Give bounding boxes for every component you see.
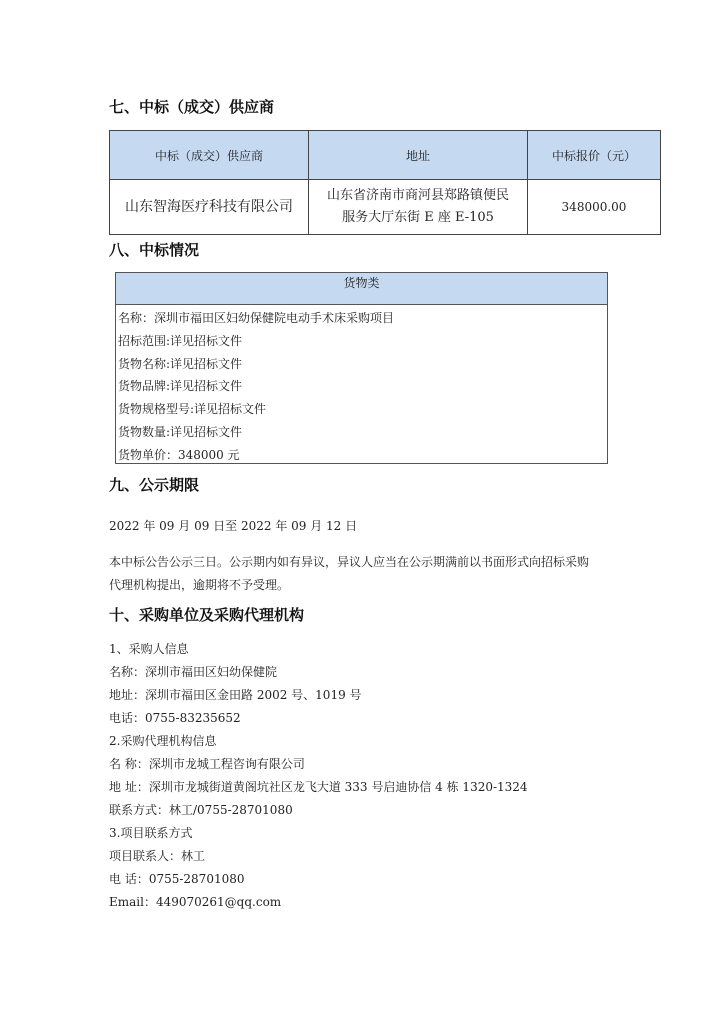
supplier-address xyxy=(309,180,528,235)
goods-unit-price: 货物单价：348000 元 xyxy=(118,447,240,462)
purchaser-name: 名称：深圳市福田区妇幼保健院 xyxy=(109,665,278,679)
table-row xyxy=(110,180,661,235)
project-contact-person: 项目联系人：林工 xyxy=(109,849,206,863)
agency-contact: 联系方式：林工/0755-28701080 xyxy=(109,803,293,817)
goods-brand: 货物品牌:详见招标文件 xyxy=(118,379,243,394)
goods-category-header: 货物类 xyxy=(116,273,607,305)
section-7-heading: 七、中标（成交）供应商 xyxy=(109,98,275,116)
goods-model: 货物规格型号:详见招标文件 xyxy=(118,402,267,417)
purchaser-address: 地址：深圳市福田区金田路 2002 号、1019 号 xyxy=(109,688,362,702)
project-contact-email: Email：449070261@qq.com xyxy=(109,895,282,909)
address-line-2: 服务大厅东街 E 座 E-105 xyxy=(342,210,494,225)
purchaser-phone: 电话：0755-83235652 xyxy=(109,711,241,725)
goods-name: 货物名称:详见招标文件 xyxy=(118,356,243,371)
goods-info-box xyxy=(115,272,608,464)
table-header-row xyxy=(110,131,661,180)
goods-rows xyxy=(116,305,607,467)
goods-project-name: 名称：深圳市福田区妇幼保健院电动手术床采购项目 xyxy=(118,311,395,325)
winning-supplier-table xyxy=(109,130,661,235)
section-8-heading: 八、中标情况 xyxy=(109,241,200,259)
goods-quantity: 货物数量:详见招标文件 xyxy=(118,424,243,439)
section-10-heading: 十、采购单位及采购代理机构 xyxy=(109,606,305,624)
header-price: 中标报价（元） xyxy=(528,131,661,180)
purchaser-info-heading: 1、采购人信息 xyxy=(109,642,189,656)
header-supplier: 中标（成交）供应商 xyxy=(110,131,309,180)
publicity-note-line-2: 代理机构提出，逾期将不予受理。 xyxy=(109,578,290,592)
agency-info-heading: 2.采购代理机构信息 xyxy=(109,734,217,748)
goods-scope: 招标范围:详见招标文件 xyxy=(118,333,243,348)
header-address: 地址 xyxy=(309,131,528,180)
address-line-1: 山东省济南市商河县郑路镇便民 xyxy=(326,188,509,203)
supplier-name: 山东智海医疗科技有限公司 xyxy=(110,180,309,235)
project-contact-phone: 电 话：0755-28701080 xyxy=(109,872,245,886)
agency-name: 名 称：深圳市龙城工程咨询有限公司 xyxy=(109,757,305,771)
project-contact-heading: 3.项目联系方式 xyxy=(109,826,193,840)
agency-address: 地 址：深圳市龙城街道黄阁坑社区龙飞大道 333 号启迪协信 4 栋 1320-1324 xyxy=(109,780,528,794)
section-9-heading: 九、公示期限 xyxy=(109,476,200,494)
publicity-period: 2022 年 09 月 09 日至 2022 年 09 月 12 日 xyxy=(109,519,358,533)
publicity-note-line-1: 本中标公告公示三日。公示期内如有异议，异议人应当在公示期满前以书面形式向招标采购 xyxy=(109,555,590,569)
bid-price: 348000.00 xyxy=(528,180,661,235)
